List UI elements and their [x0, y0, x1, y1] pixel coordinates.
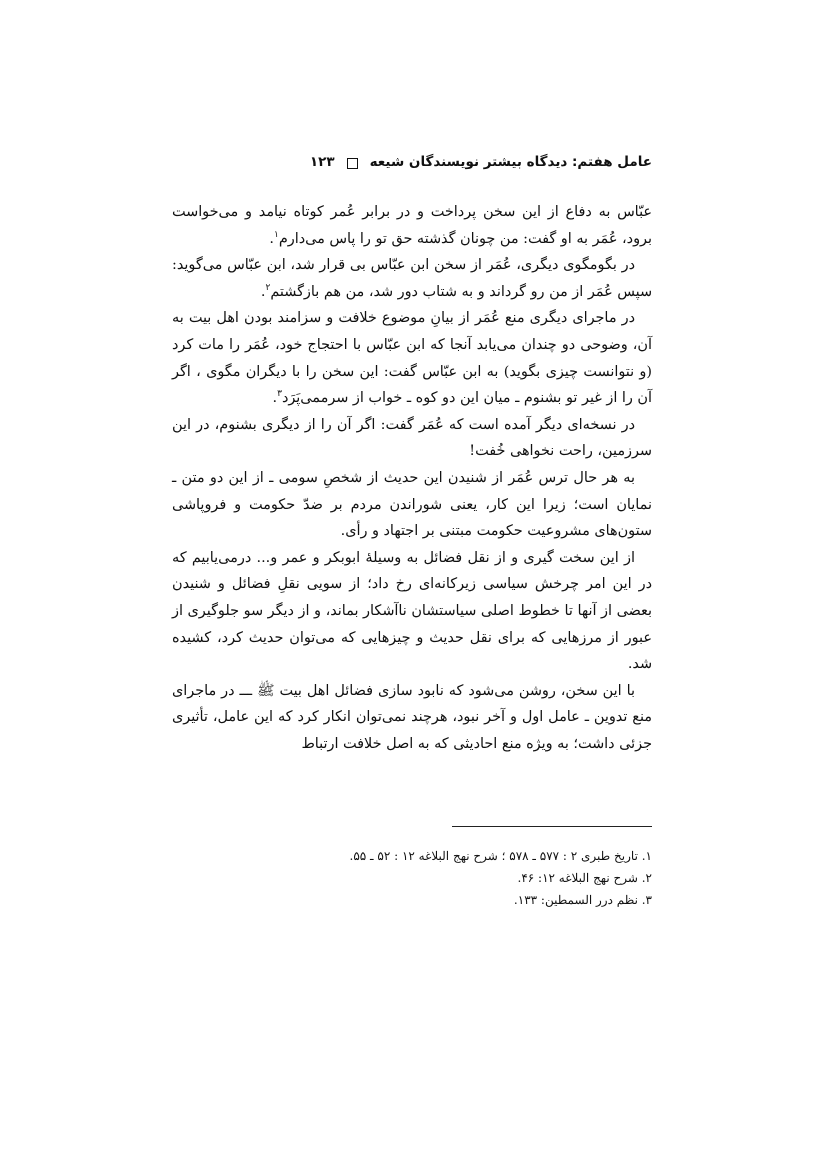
footnote-2: ۲. شرح نهج البلاغه ۱۲: ۴۶.: [517, 871, 652, 885]
footnote-ref: ۳: [277, 389, 282, 400]
footnote-divider: [452, 826, 652, 827]
paragraph: به هر حال ترس عُمَر از شنیدن این حدیث از شخصِ سومی ـ از این دو متن ـ نمایان است؛ زیرا این کار، یعنی شوراندن مردم بر ضدّ حکومت و فروپاشی ستون‌های مشروعیت حکومت مبتنی بر اجتهاد و رأی.: [172, 469, 652, 540]
footnote-ref: ۱: [274, 229, 279, 240]
paragraph: در نسخه‌ای دیگر آمده است که عُمَر گفت: اگر آن را از دیگری بشنوم، در این سرزمین، راحت نخواهی خُفت!: [172, 416, 652, 460]
running-header: [172, 150, 652, 174]
page-number: ۱۲۳: [309, 154, 335, 170]
paragraph: با این سخن، روشن می‌شود که نابود سازی فضائل اهل بیت ﷺ ـــ در ماجرای منع تدوین ـ عامل اول و آخر نبود، هرچند نمی‌توان انکار کرد که این عامل، تأثیری جزئی داشت؛ به ویژه منع احادیثی که به اصل خلافت ارتباط: [172, 682, 652, 752]
paragraph: در بگومگوی دیگری، عُمَر از سخن ابن عبّاس بی قرار شد، ابن عبّاس می‌گوید: سپس عُمَر از من رو گرداند و به شتاب دور شد، من هم بازگشتم$^۲$.: [172, 257, 652, 300]
square-ornament-icon: [347, 158, 358, 169]
paragraph: عبّاس به دفاع از این سخن پرداخت و در برابر عُمر کوتاه نیامد و می‌خواست برود، عُمَر به او گفت: من چونان گذشته حق تو را پاس می‌دارم$^۱$.: [172, 204, 652, 247]
chapter-title: عامل هفتم: دیدگاه بیشتر نویسندگان شیعه: [369, 154, 652, 170]
footnote-1: ۱. تاریخ طبری ۲ : ۵۷۷ ـ ۵۷۸ ؛ شرح نهج البلاغه ۱۲ : ۵۲ ـ ۵۵.: [349, 849, 652, 863]
paragraph: در ماجرای دیگری منع عُمَر از بیانِ موضوع خلافت و سزامند بودن اهل بیت به آن، وضوحی دو چندان می‌یابد آنجا که ابن عبّاس با احتجاج خود، عُمَر را مات کرد (و نتوانست چیزی بگوید) به ابن عبّاس گفت: این سخن را با دیگران مگوی ، اگر آن را از غیر تو بشنوم ـ میان این دو کوه ـ خواب از سرممی‌پَرَد$^۳$.: [172, 310, 652, 407]
paragraph: از این سخت گیری و از نقل فضائل به وسیلهٔ ابوبکر و عمر و... درمی‌یابیم که در این امر چرخش سیاسی زیرکانه‌ای رخ داد؛ از سویی نقلِ فضائل و شنیدن بعضی از آنها تا خطوط اصلی سیاستشان ناآشکار بماند، و از دیگر سو جلوگیری از عبور از مرزهایی که برای نقل حدیث و چیزهایی که می‌توان حدیث کرد، کشیده شد.: [172, 549, 652, 673]
footnotes: [300, 845, 652, 911]
footnote-3: ۳. نظم درر السمطین: ۱۳۳.: [513, 893, 652, 907]
body-text: [172, 199, 652, 757]
footnote-ref: ۲: [265, 282, 271, 293]
